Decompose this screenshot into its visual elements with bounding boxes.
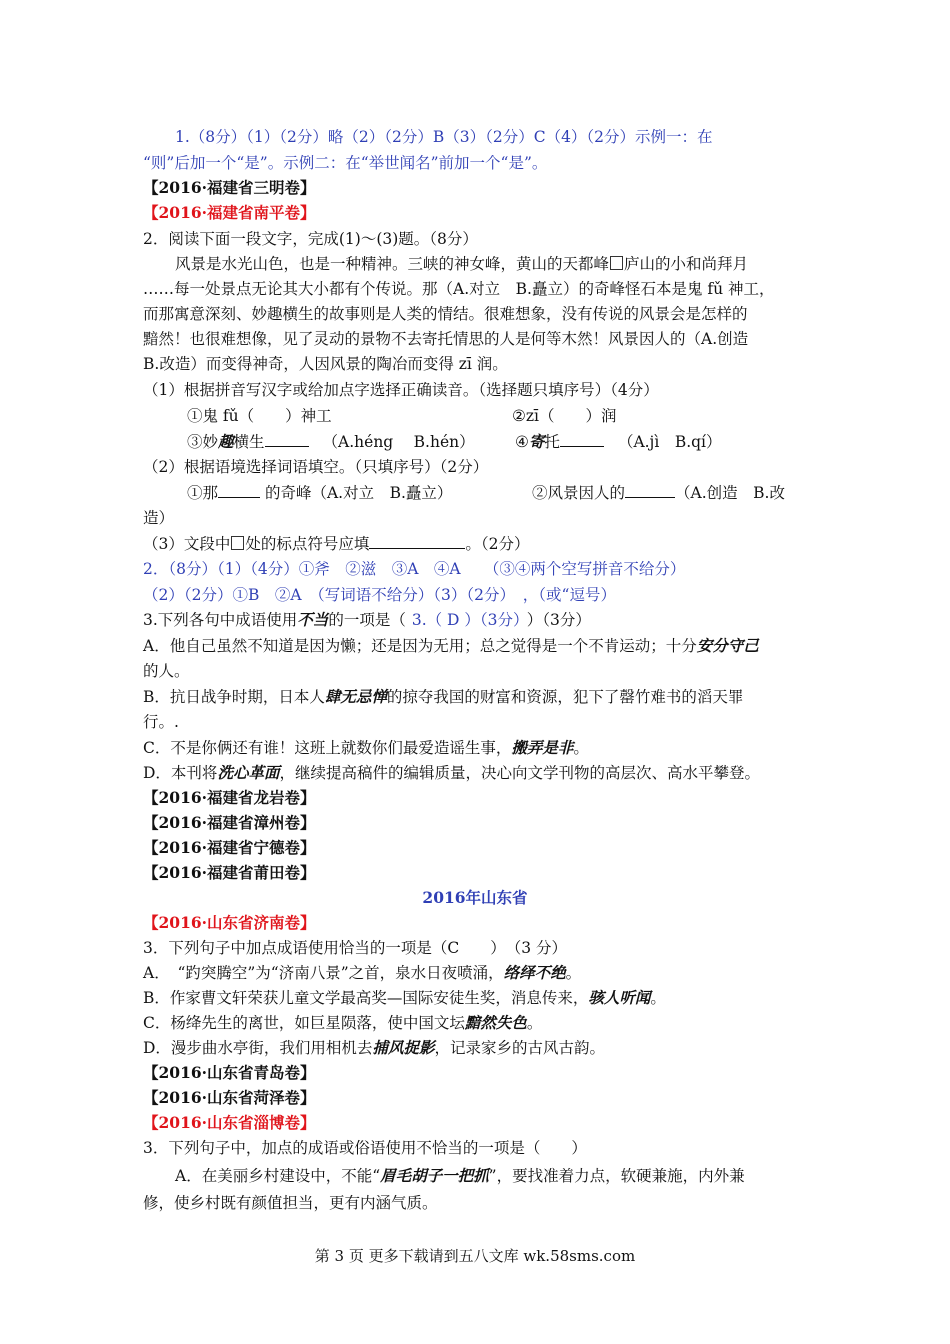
- zibo-q-title: 3．下列句子中，加点的成语或俗语使用不恰当的一项是（ ）: [143, 1139, 587, 1157]
- q2-answer-line1: 2．（8分）（1）（4分）①斧 ②滋 ③A ④A （③④两个空写拼音不给分）: [143, 560, 686, 578]
- option-text: 。: [650, 989, 666, 1007]
- header-sanming: 【2016·福建省三明卷】: [143, 178, 316, 197]
- option-text: ，记录家乡的古风古韵。: [434, 1039, 605, 1057]
- item-prefix: ①那: [187, 484, 219, 502]
- jinan-q-title: 3．下列句子中加点成语使用恰当的一项是（C ） （3 分）: [143, 939, 568, 957]
- idiom: 骇人听闻: [588, 988, 651, 1007]
- dotted-char: 趣: [218, 432, 234, 451]
- q3-option-a: [143, 634, 759, 658]
- option-text: A．他自己虽然不知道是因为懒；还是因为无用；总之觉得是一个不肯运动；十分: [143, 637, 697, 655]
- header-putian: 【2016·福建省莆田卷】: [143, 863, 316, 882]
- zibo-option-a-cont: 修，使乡村既有颜值担当，更有内涵气质。: [143, 1194, 438, 1212]
- dotted-char: 寄: [528, 432, 545, 451]
- q2-sub2-item2: [532, 481, 785, 505]
- item-text: 的奇峰（A.对立 B.矗立）: [260, 484, 453, 502]
- q2-answer-line2: （2）（2分）①B ②A （写词语不给分）（3）（2分） ，（或“逗号）: [143, 586, 616, 604]
- item3-text: 横生: [233, 433, 265, 451]
- option-text: B．作家曹文轩荣获儿童文学最高奖—国际安徒生奖，消息传来，: [143, 989, 589, 1007]
- option-text: A．在美丽乡村建设中，不能“: [175, 1167, 381, 1185]
- zibo-option-a: [175, 1164, 745, 1188]
- item4-options: （A.jì B.qí）: [617, 433, 722, 451]
- idiom: 搬弄是非: [511, 738, 574, 757]
- q2-sub1-item4: [515, 430, 722, 454]
- q2-sub2: （2）根据语境选择词语填空。（只填序号）（2分）: [143, 458, 489, 476]
- jinan-option-a: [143, 961, 581, 985]
- q3-title: [143, 608, 591, 632]
- q2-paragraph-line1: [175, 252, 748, 276]
- q3-option-b-cont: 行。.: [143, 713, 179, 731]
- header-zhangzhou: 【2016·福建省漳州卷】: [143, 813, 316, 832]
- idiom: 洗心革面: [217, 763, 280, 782]
- sub3-text: 处的标点符号应填: [245, 535, 370, 553]
- option-text: ”，要找准着力点，软硬兼施，内外兼: [488, 1167, 745, 1185]
- option-text: ，继续提高稿件的编辑质量，决心向文学刊物的高层次、高水平攀登。: [279, 764, 760, 782]
- q2-paragraph-line3: 而那寓意深刻、妙趣横生的故事则是人类的情结。很难想象，没有传说的风景会是怎样的: [143, 305, 748, 323]
- option-text: C．杨绛先生的离世，如巨星陨落，使中国文坛: [143, 1014, 465, 1032]
- blank-box: [610, 256, 623, 270]
- q2-p1b: 庐山的小和尚拜月: [624, 255, 749, 273]
- idiom: 眉毛胡子一把抓: [380, 1166, 489, 1185]
- q2-sub2-item1: [187, 481, 452, 505]
- answer-blank: [560, 432, 604, 447]
- item4-text: 托: [544, 433, 560, 451]
- q2-sub1-item1: ①鬼 fǔ（ ）神工: [187, 407, 332, 425]
- idiom: 黯然失色: [464, 1013, 527, 1032]
- q3-option-a-cont: 的人。: [143, 662, 190, 680]
- idiom: 捕风捉影: [372, 1038, 435, 1057]
- idiom: 安分守己: [696, 636, 759, 655]
- option-text: D．漫步曲水亭街，我们用相机去: [143, 1039, 373, 1057]
- q3-option-b: [143, 685, 743, 709]
- q2-sub1-item2: ②zī（ ）润: [512, 407, 617, 425]
- blank-box: [231, 536, 244, 550]
- header-nanping: 【2016·福建省南平卷】: [143, 203, 316, 222]
- header-heze: 【2016·山东省菏泽卷】: [143, 1088, 316, 1107]
- q3-answer: 3.（ D ）（3分）: [411, 611, 521, 629]
- q2-title: 2．阅读下面一段文字，完成(1)～(3)题。（8分）: [143, 230, 478, 248]
- option-text: C．不是你俩还有谁！这班上就数你们最爱造谣生事，: [143, 739, 512, 757]
- section-title-shandong: 2016年山东省: [422, 888, 528, 907]
- header-zibo: 【2016·山东省淄博卷】: [143, 1113, 316, 1132]
- option-text: 。: [526, 1014, 543, 1032]
- answer-blank: [625, 483, 675, 498]
- q3-option-c: [143, 736, 589, 760]
- idiom: 肆无忌惮: [324, 687, 387, 706]
- option-text: 的掠夺我国的财富和资源，犯下了罄竹难书的滔天罪: [386, 688, 744, 706]
- jinan-option-b: [143, 986, 666, 1010]
- q2-sub3: [143, 532, 530, 556]
- option-text: A． “趵突腾空”为“济南八景”之首，泉水日夜喷涌，: [143, 964, 504, 982]
- q2-sub2-cont: 造）: [143, 509, 175, 527]
- item3-options: （A.héng B.hén）: [322, 433, 475, 451]
- idiom: 络绎不绝: [503, 963, 566, 982]
- item-prefix: ②风景因人的: [532, 484, 626, 502]
- option-text: B．抗日战争时期，日本人: [143, 688, 325, 706]
- answer1-line1: 1.（8分）（1）（2分）略（2）（2分）B（3）（2分）C（4）（2分）示例一：在: [175, 128, 713, 146]
- item4-prefix: ④: [515, 433, 529, 451]
- header-longyan: 【2016·福建省龙岩卷】: [143, 788, 316, 807]
- sub3-prefix: （3）文段中: [143, 535, 231, 553]
- header-jinan: 【2016·山东省济南卷】: [143, 913, 316, 932]
- q2-p1a: 风景是水光山色，也是一种精神。三峡的神女峰，黄山的天都峰: [175, 255, 610, 273]
- q2-paragraph-line2: ……每一处景点无论其大小都有个传说。那（A.对立 B.矗立）的奇峰怪石本是鬼 fǔ 神工，: [143, 280, 775, 298]
- q2-paragraph-line4: 黯然！也很难想像，见了灵动的景物不去寄托情思的人是何等木然！风景因人的（A.创造: [143, 330, 749, 348]
- q3-title-a: 3.下列各句中成语使用: [143, 611, 298, 629]
- answer1-line2: “则”后加一个“是”。示例二：在“举世闻名”前加一个“是”。: [143, 154, 548, 172]
- q3-title-b: 的一项是（: [328, 611, 406, 629]
- header-qingdao: 【2016·山东省青岛卷】: [143, 1063, 316, 1082]
- option-text: D．本刊将: [143, 764, 218, 782]
- q2-sub1-item3: [187, 430, 475, 454]
- sub3-suffix: 。（2分）: [465, 535, 530, 553]
- jinan-option-d: [143, 1036, 605, 1060]
- q3-title-c: ）（3分）: [526, 611, 591, 629]
- item-text: （A.创造 B.改: [675, 484, 785, 502]
- emphasis-word: 不当: [297, 610, 329, 629]
- item3-prefix: ③妙: [187, 433, 219, 451]
- q2-paragraph-line5: B.改造）而变得神奇，人因风景的陶冶而变得 zī 润。: [143, 355, 508, 373]
- option-text: 。: [565, 964, 582, 982]
- header-ningde: 【2016·福建省宁德卷】: [143, 838, 316, 857]
- answer-blank: [369, 534, 465, 549]
- answer-blank: [218, 483, 260, 498]
- page-footer: 第 3 页 更多下载请到五八文库 wk.58sms.com: [314, 1247, 636, 1265]
- jinan-option-c: [143, 1011, 542, 1035]
- q3-option-d: [143, 761, 760, 785]
- answer-blank: [265, 432, 309, 447]
- option-text: 。: [573, 739, 589, 757]
- q2-sub1: （1）根据拼音写汉字或给加点字选择正确读音。（选择题只填序号）（4分）: [143, 381, 659, 399]
